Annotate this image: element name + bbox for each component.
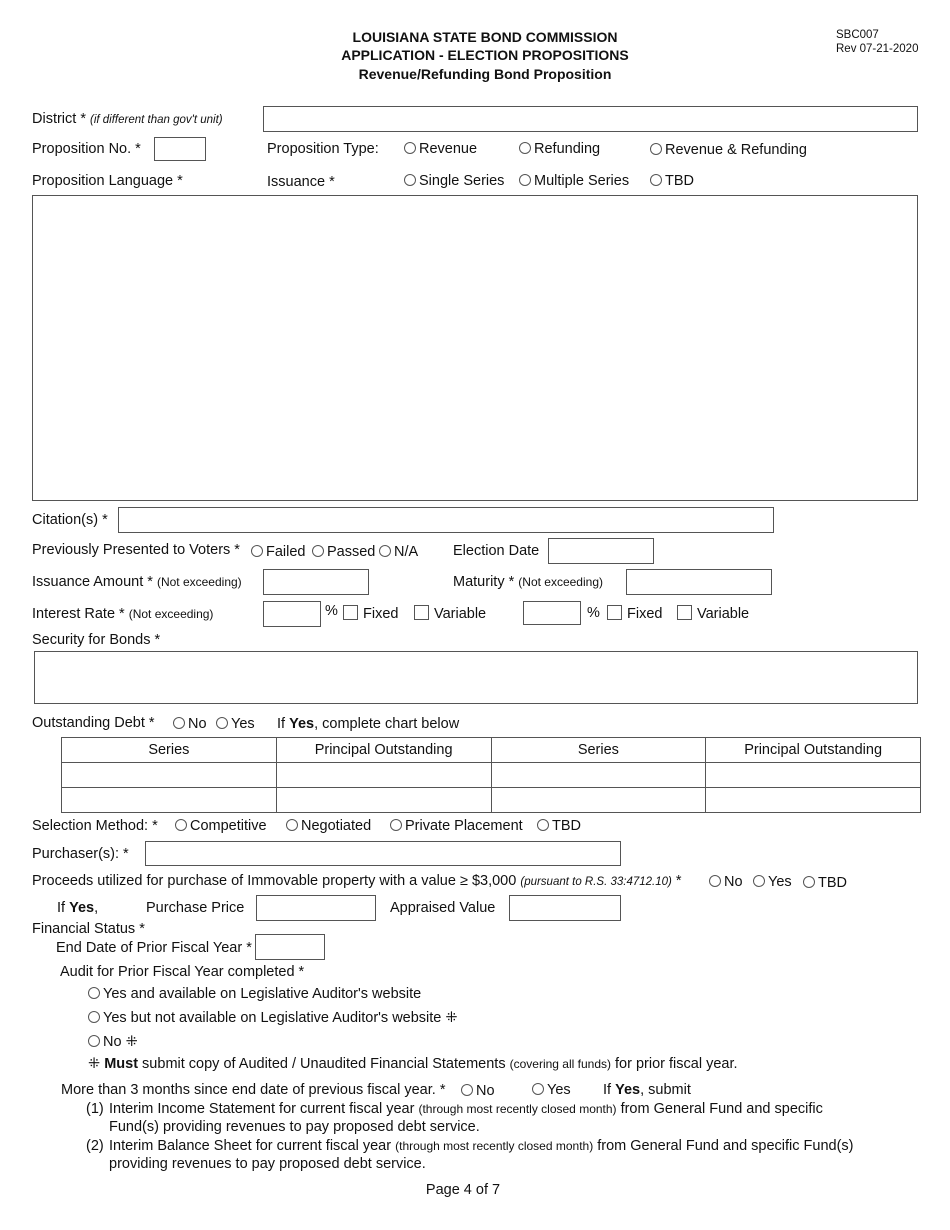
proposition-type-refunding[interactable]: Refunding xyxy=(519,141,600,157)
greater-equal-sign: ≥ xyxy=(459,873,468,889)
radio-icon[interactable] xyxy=(537,819,549,831)
election-date-label: Election Date xyxy=(453,543,540,559)
election-date-input[interactable] xyxy=(548,538,654,564)
citations-label: Citation(s) * xyxy=(32,512,108,528)
maturity-input[interactable] xyxy=(626,569,772,595)
proposition-type-revenue[interactable]: Revenue xyxy=(404,141,477,157)
item-2-text-cont: providing revenues to pay proposed debt service. xyxy=(109,1156,426,1172)
column-header: Principal Outstanding xyxy=(276,738,491,763)
selection-private-placement[interactable]: Private Placement xyxy=(390,818,523,834)
radio-icon[interactable] xyxy=(173,717,185,729)
end-date-label: End Date of Prior Fiscal Year * xyxy=(56,940,252,956)
radio-icon[interactable] xyxy=(88,1011,100,1023)
selection-tbd[interactable]: TBD xyxy=(537,818,581,834)
radio-icon[interactable] xyxy=(286,819,298,831)
radio-icon[interactable] xyxy=(709,875,721,887)
interest-rate-label: Interest Rate * (Not exceeding) xyxy=(32,606,214,622)
proposition-language-textarea[interactable] xyxy=(32,195,918,501)
radio-icon[interactable] xyxy=(650,143,662,155)
previously-presented-passed[interactable]: Passed xyxy=(312,544,375,560)
cross-icon: ⁜ xyxy=(125,1034,138,1050)
radio-icon[interactable] xyxy=(251,545,263,557)
proposition-no-input[interactable] xyxy=(154,137,206,161)
item-1-text-cont: Fund(s) providing revenues to pay proposed debt service. xyxy=(109,1119,480,1135)
checkbox-icon[interactable] xyxy=(343,605,358,620)
previously-presented-failed[interactable]: Failed xyxy=(251,544,306,560)
financial-status-label: Financial Status * xyxy=(32,921,145,937)
proceeds-tbd[interactable]: TBD xyxy=(803,875,847,891)
column-header: Series xyxy=(62,738,277,763)
issuance-amount-label: Issuance Amount * (Not exceeding) xyxy=(32,574,242,590)
district-note: (if different than gov't unit) xyxy=(90,114,223,126)
proceeds-if-yes: If Yes, xyxy=(57,900,99,916)
radio-icon[interactable] xyxy=(175,819,187,831)
interest-rate-input-1[interactable] xyxy=(263,601,321,627)
proceeds-no[interactable]: No xyxy=(709,874,743,890)
radio-icon[interactable] xyxy=(88,987,100,999)
form-subtitle: APPLICATION - ELECTION PROPOSITIONS xyxy=(341,47,629,63)
item-2-number: (2) xyxy=(86,1138,104,1154)
form-title: LOUISIANA STATE BOND COMMISSION xyxy=(352,29,618,45)
purchasers-label: Purchaser(s): * xyxy=(32,846,129,862)
end-date-input[interactable] xyxy=(255,934,325,960)
radio-icon[interactable] xyxy=(519,174,531,186)
previously-presented-na[interactable]: N/A xyxy=(379,544,418,560)
security-label: Security for Bonds * xyxy=(32,632,161,648)
page-number: Page 4 of 7 xyxy=(425,1182,501,1198)
must-submit-note: ⁜ Must submit copy of Audited / Unaudited Financial Statements (covering all funds) for prior fiscal year. xyxy=(88,1056,738,1072)
item-2-text: Interim Balance Sheet for current fiscal year (through most recently closed month) from General Fund and specific Fund(s) xyxy=(109,1138,854,1154)
citations-input[interactable] xyxy=(118,507,774,533)
radio-icon[interactable] xyxy=(753,875,765,887)
radio-icon[interactable] xyxy=(404,174,416,186)
radio-icon[interactable] xyxy=(803,876,815,888)
checkbox-icon[interactable] xyxy=(607,605,622,620)
appraised-value-input[interactable] xyxy=(509,895,621,921)
table-cell[interactable] xyxy=(276,763,491,788)
selection-method-label: Selection Method: * xyxy=(32,818,158,834)
radio-icon[interactable] xyxy=(390,819,402,831)
proceeds-yes[interactable]: Yes xyxy=(753,874,792,890)
radio-icon[interactable] xyxy=(519,142,531,154)
radio-icon[interactable] xyxy=(404,142,416,154)
audit-label: Audit for Prior Fiscal Year completed * xyxy=(60,964,305,980)
maturity-label: Maturity * (Not exceeding) xyxy=(453,574,603,590)
interest-rate-variable-1[interactable]: Variable xyxy=(414,605,486,622)
column-header: Principal Outstanding xyxy=(706,738,921,763)
form-subtitle-2: Revenue/Refunding Bond Proposition xyxy=(358,66,612,82)
interest-rate-fixed-2[interactable]: Fixed xyxy=(607,605,662,622)
radio-icon[interactable] xyxy=(650,174,662,186)
form-revision: Rev 07-21-2020 xyxy=(836,43,919,55)
outstanding-debt-no[interactable]: No xyxy=(173,716,207,732)
outstanding-debt-label: Outstanding Debt * xyxy=(32,715,155,731)
purchase-price-label: Purchase Price xyxy=(146,900,245,916)
checkbox-icon[interactable] xyxy=(677,605,692,620)
table-cell[interactable] xyxy=(491,788,706,813)
interest-rate-fixed-1[interactable]: Fixed xyxy=(343,605,398,622)
months-label: More than 3 months since end date of previous fiscal year. * xyxy=(61,1082,446,1098)
radio-icon[interactable] xyxy=(216,717,228,729)
issuance-amount-input[interactable] xyxy=(263,569,369,595)
table-cell[interactable] xyxy=(491,763,706,788)
percent-sign: % xyxy=(587,605,600,621)
selection-competitive[interactable]: Competitive xyxy=(175,818,267,834)
issuance-label: Issuance * xyxy=(267,174,335,190)
appraised-value-label: Appraised Value xyxy=(390,900,496,916)
table-header-row xyxy=(62,738,921,763)
table-cell[interactable] xyxy=(706,788,921,813)
interest-rate-input-2[interactable] xyxy=(523,601,581,625)
table-row xyxy=(62,788,921,813)
district-input[interactable] xyxy=(263,106,918,132)
table-row xyxy=(62,763,921,788)
radio-icon[interactable] xyxy=(532,1083,544,1095)
purchase-price-input[interactable] xyxy=(256,895,376,921)
radio-icon[interactable] xyxy=(312,545,324,557)
outstanding-debt-yes[interactable]: Yes xyxy=(216,716,255,732)
cross-icon: ⁜ xyxy=(88,1056,101,1072)
issuance-tbd[interactable]: TBD xyxy=(650,173,694,189)
previously-presented-label: Previously Presented to Voters * xyxy=(32,542,240,558)
percent-sign: % xyxy=(325,603,338,619)
table-cell[interactable] xyxy=(62,763,277,788)
proposition-type-label: Proposition Type: xyxy=(267,141,379,157)
months-no[interactable]: No xyxy=(461,1083,495,1099)
item-1-number: (1) xyxy=(86,1101,104,1117)
audit-option-yes-not-available[interactable]: Yes but not available on Legislative Auditor's website ⁜ xyxy=(88,1010,458,1026)
form-code: SBC007 xyxy=(836,29,879,41)
table-cell[interactable] xyxy=(706,763,921,788)
checkbox-icon[interactable] xyxy=(414,605,429,620)
outstanding-debt-table xyxy=(61,737,921,813)
form-id xyxy=(836,28,918,56)
months-yes[interactable]: Yes xyxy=(532,1082,571,1098)
table-cell[interactable] xyxy=(276,788,491,813)
audit-option-yes-available[interactable]: Yes and available on Legislative Auditor's website xyxy=(88,986,421,1002)
proceeds-label: Proceeds utilized for purchase of Immovable property with a value ≥ $3,000 (pursuant to R.S. 33:4712.10) * xyxy=(32,873,682,889)
district-label: District * (if different than gov't unit) xyxy=(32,111,223,127)
security-textarea[interactable] xyxy=(34,651,918,704)
issuance-multiple-series[interactable]: Multiple Series xyxy=(519,173,629,189)
item-1-text: Interim Income Statement for current fiscal year (through most recently closed month) from General Fund and specific xyxy=(109,1101,823,1117)
proposition-no-label: Proposition No. * xyxy=(32,141,141,157)
column-header: Series xyxy=(491,738,706,763)
audit-option-no[interactable]: No ⁜ xyxy=(88,1034,138,1050)
interest-rate-variable-2[interactable]: Variable xyxy=(677,605,749,622)
proposition-type-revenue-refunding[interactable]: Revenue & Refunding xyxy=(650,142,807,158)
purchasers-input[interactable] xyxy=(145,841,621,866)
issuance-single-series[interactable]: Single Series xyxy=(404,173,504,189)
table-cell[interactable] xyxy=(62,788,277,813)
months-submit-note: If Yes, submit xyxy=(603,1082,691,1098)
radio-icon[interactable] xyxy=(88,1035,100,1047)
selection-negotiated[interactable]: Negotiated xyxy=(286,818,371,834)
cross-icon: ⁜ xyxy=(445,1010,458,1026)
radio-icon[interactable] xyxy=(379,545,391,557)
proposition-language-label: Proposition Language * xyxy=(32,173,183,189)
radio-icon[interactable] xyxy=(461,1084,473,1096)
outstanding-debt-instruction: If Yes, complete chart below xyxy=(277,716,460,732)
